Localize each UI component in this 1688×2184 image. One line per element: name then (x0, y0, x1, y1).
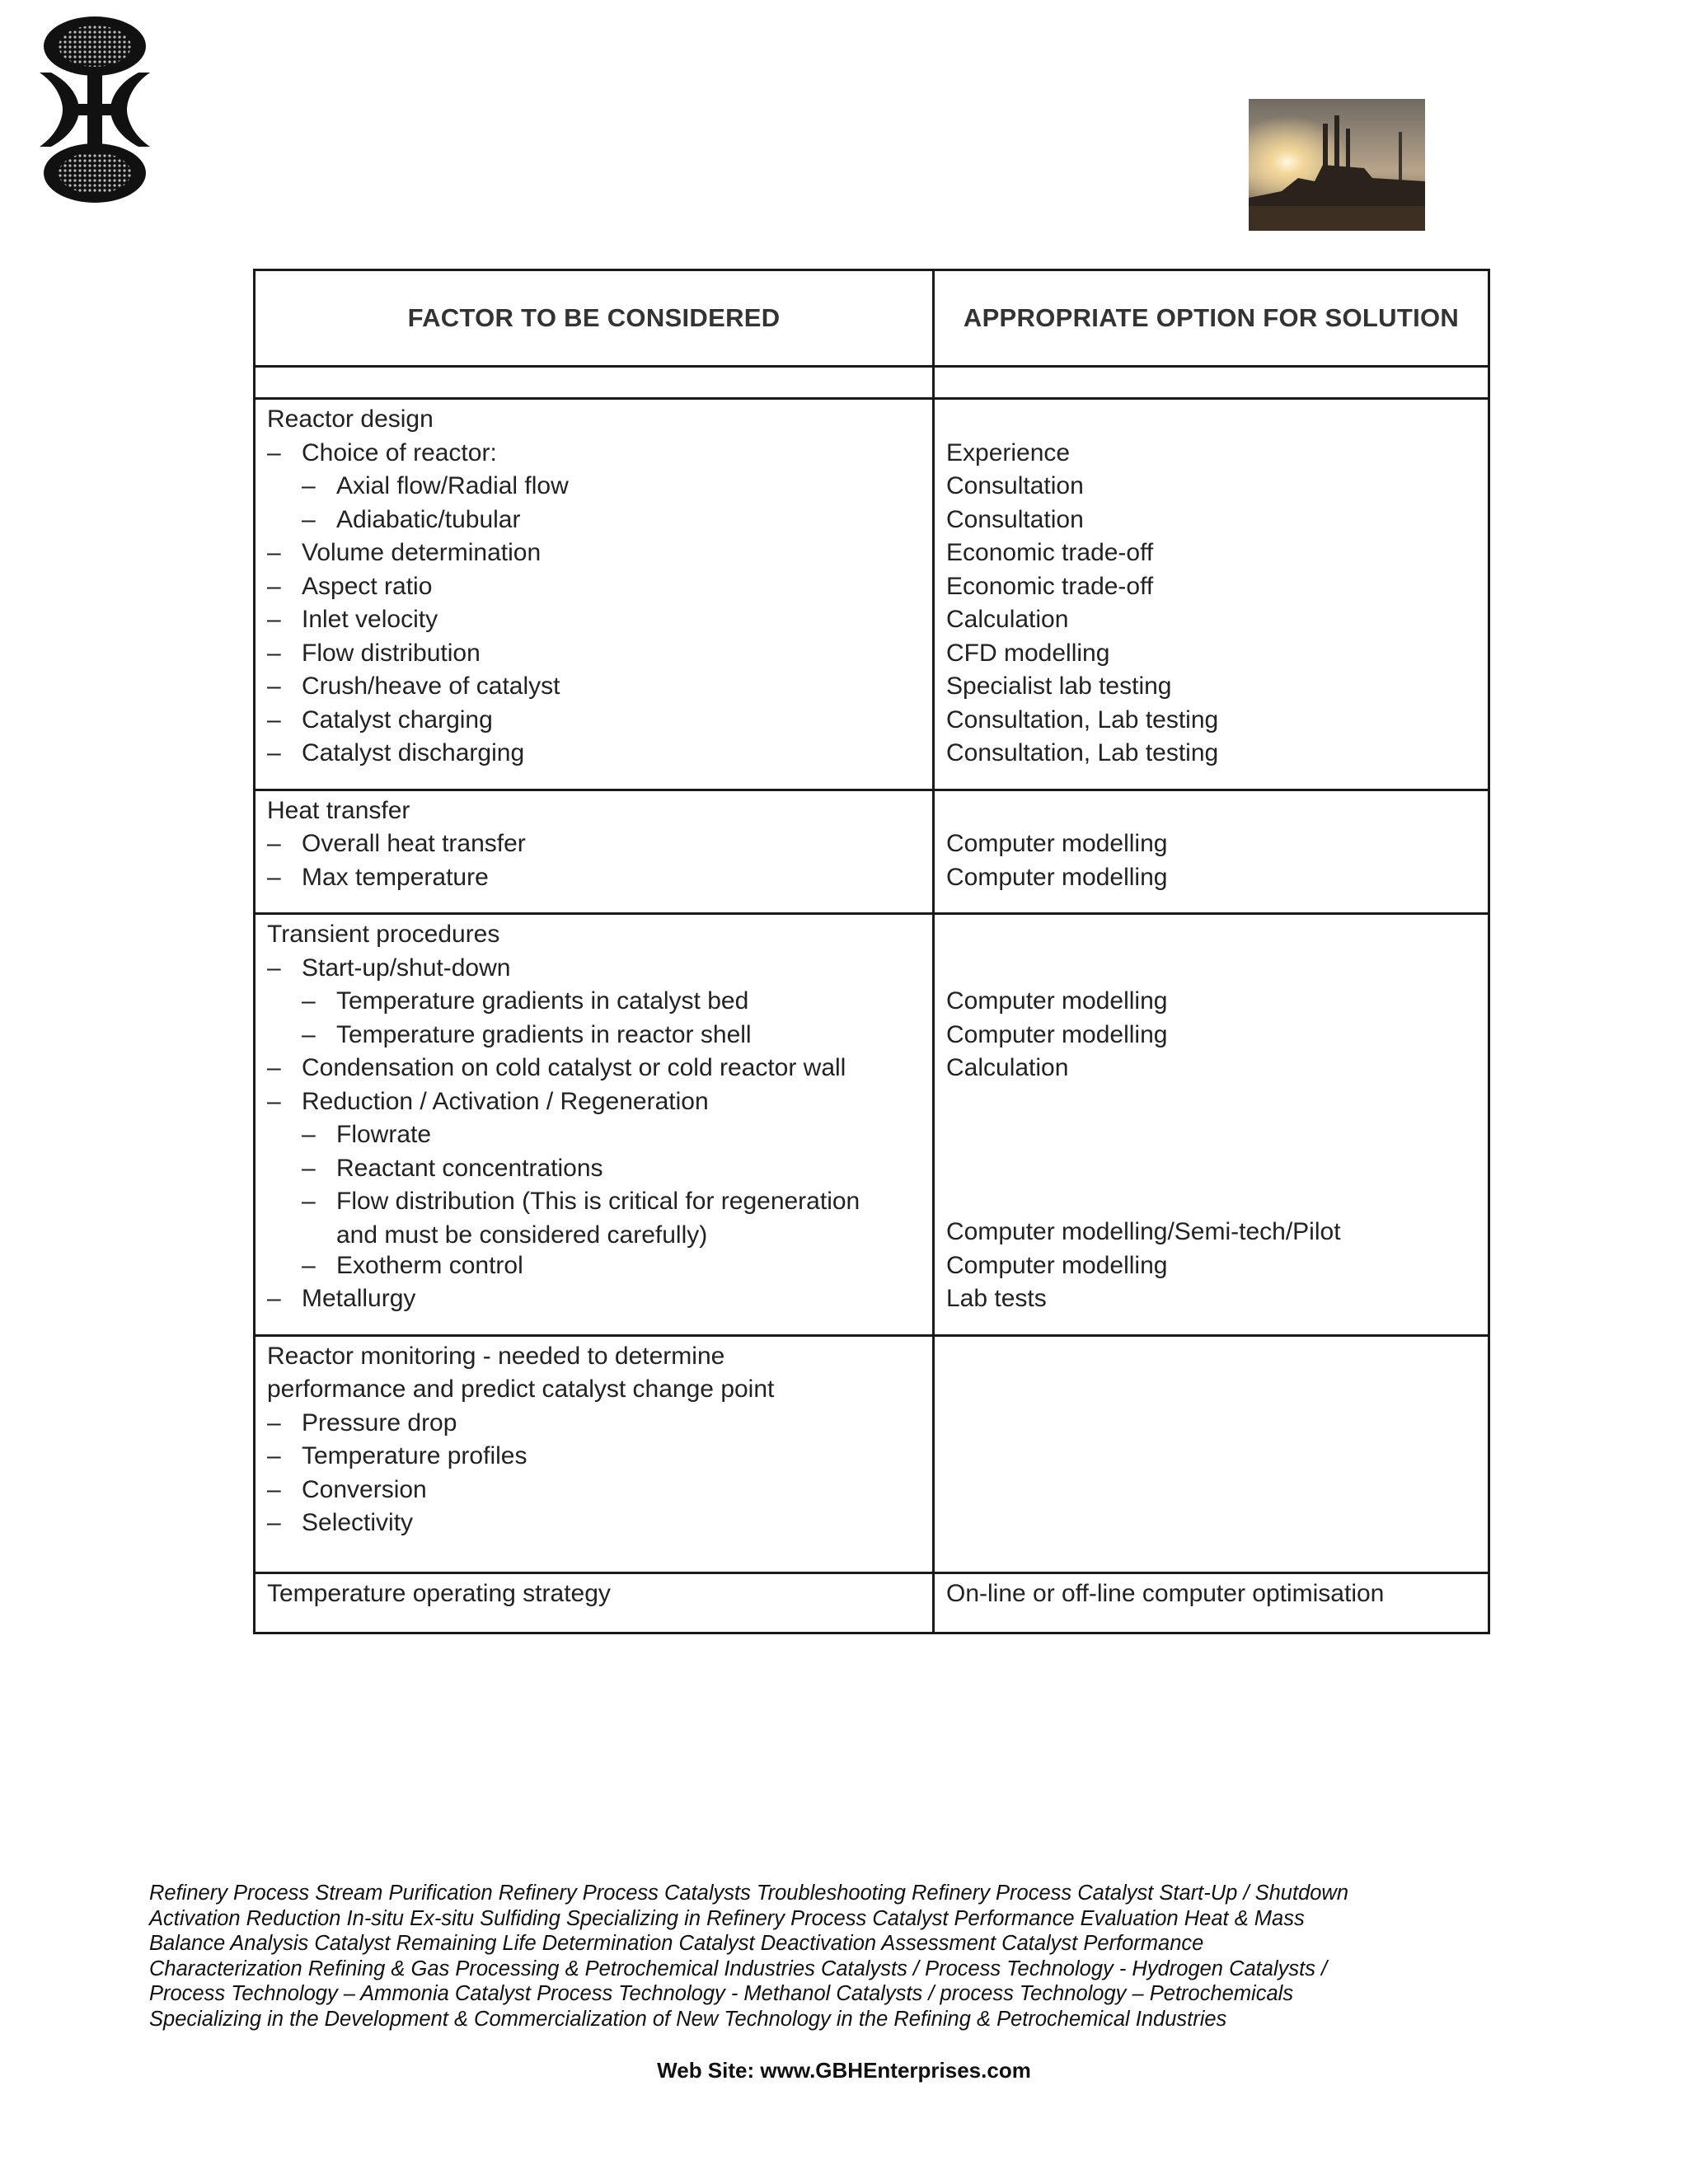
dash-bullet: – (267, 863, 281, 891)
factor-item (267, 1440, 921, 1474)
solution-item (946, 1185, 1476, 1216)
solution-item: On-line or off-line computer optimisation (946, 1579, 1385, 1607)
gbh-logo-icon (33, 15, 157, 204)
factor-text: Axial flow/Radial flow (336, 472, 569, 499)
factor-text: Overall heat transfer (302, 830, 526, 857)
factor-text: Exotherm control (336, 1251, 523, 1279)
gbh-logo (33, 15, 157, 204)
solution-item (946, 1118, 1476, 1152)
factor-text: Reduction / Activation / Regeneration (302, 1087, 709, 1115)
factor-text: Flowrate (336, 1121, 432, 1148)
factor-cell (255, 1335, 934, 1572)
factor-text: Transient procedures (267, 921, 500, 948)
factor-text: Reactant concentrations (336, 1154, 603, 1182)
solution-item: Computer modelling/Semi-tech/Pilot (946, 1218, 1341, 1245)
dash-bullet: – (267, 1442, 281, 1469)
dash-bullet: – (302, 1154, 316, 1182)
dash-bullet: – (267, 830, 281, 857)
factor-item (267, 861, 921, 895)
factor-item (267, 603, 921, 637)
dash-bullet: – (267, 438, 281, 466)
table-spacer-row (255, 367, 1489, 399)
dash-bullet: – (267, 739, 281, 766)
dash-bullet: – (267, 673, 281, 700)
dash-bullet: – (302, 472, 316, 499)
dash-bullet: – (267, 1087, 281, 1115)
factors-table (253, 269, 1490, 1634)
factor-text: Flow distribution (302, 639, 481, 667)
section-row (255, 1335, 1489, 1572)
factor-item (267, 504, 921, 537)
solution-cell (934, 914, 1489, 1336)
factor-text: Catalyst discharging (302, 739, 525, 766)
solution-item (946, 918, 1476, 952)
factor-text: Condensation on cold catalyst or cold reactor wall (302, 1054, 846, 1081)
factor-heading (267, 1340, 921, 1374)
dash-bullet: – (267, 639, 281, 667)
factor-text: Conversion (302, 1475, 427, 1503)
dash-bullet: – (302, 987, 316, 1015)
factor-item (267, 1219, 921, 1249)
factor-item (267, 670, 921, 704)
solution-item: Computer modelling (946, 987, 1168, 1015)
dash-bullet: – (302, 1121, 316, 1148)
solution-item (946, 403, 1476, 437)
refinery-photo (1249, 99, 1425, 231)
dash-bullet: – (267, 705, 281, 733)
factor-item (267, 985, 921, 1019)
factor-item (267, 470, 921, 504)
factor-item (267, 1019, 921, 1052)
solution-cell (934, 399, 1489, 790)
factor-item (267, 570, 921, 604)
factor-item (267, 1052, 921, 1085)
dash-bullet: – (267, 1509, 281, 1536)
solution-cell (934, 1335, 1489, 1572)
solution-item (946, 1152, 1476, 1186)
solution-item: Calculation (946, 606, 1069, 633)
dash-bullet: – (302, 1188, 316, 1215)
dash-bullet: – (267, 572, 281, 600)
dash-bullet: – (267, 539, 281, 566)
footer-line: Refinery Process Stream Purification Refinery Process Catalysts Troubleshooting Refinery Process Catalyst Start-Up / Shutdown (149, 1882, 1349, 1905)
factor-text: Temperature gradients in catalyst bed (336, 987, 749, 1015)
solution-item (946, 794, 1476, 828)
factor-text: Heat transfer (267, 796, 410, 824)
factor-text: Max temperature (302, 863, 489, 891)
factor-text: Reactor monitoring - needed to determine (267, 1342, 725, 1370)
factor-text: Selectivity (302, 1509, 414, 1536)
refinery-photo-icon (1249, 99, 1425, 231)
solution-item: Consultation, Lab testing (946, 705, 1219, 733)
header-factor: FACTOR TO BE CONSIDERED (255, 270, 934, 367)
solution-item: Specialist lab testing (946, 673, 1172, 700)
factor-text: Crush/heave of catalyst (302, 673, 560, 700)
factor-cell (255, 399, 934, 790)
website-link[interactable]: Web Site: www.GBHEnterprises.com (657, 2058, 1031, 2083)
solution-item: Computer modelling (946, 863, 1168, 891)
dash-bullet: – (302, 505, 316, 533)
spacer-cell (255, 367, 934, 399)
factor-cell (255, 1572, 934, 1633)
factor-item (267, 1185, 921, 1219)
factor-text: Catalyst charging (302, 705, 493, 733)
factor-text: performance and predict catalyst change point (267, 1376, 775, 1403)
dash-bullet: – (267, 1285, 281, 1312)
solution-item: CFD modelling (946, 639, 1110, 667)
solution-item: Computer modelling (946, 1251, 1168, 1279)
solution-item: Economic trade-off (946, 572, 1154, 600)
factor-cell (255, 790, 934, 914)
solution-cell (934, 790, 1489, 914)
factor-text: Reactor design (267, 405, 434, 433)
factor-text: Start-up/shut-down (302, 954, 511, 982)
dash-bullet: – (267, 1408, 281, 1436)
factor-heading (267, 1577, 921, 1611)
factor-item (267, 1085, 921, 1119)
factor-text: Temperature gradients in reactor shell (336, 1020, 752, 1048)
footer-line: Balance Analysis Catalyst Remaining Life Determination Catalyst Deactivation Assessment Catalyst Performance (149, 1932, 1204, 1955)
factor-heading (267, 794, 921, 828)
factor-item (267, 1249, 921, 1283)
solution-item: Computer modelling (946, 1020, 1168, 1048)
solution-item: Economic trade-off (946, 539, 1154, 566)
solution-item: Calculation (946, 1054, 1069, 1081)
solution-item: Consultation, Lab testing (946, 739, 1219, 766)
section-row (255, 914, 1489, 1336)
factor-item (267, 1474, 921, 1507)
footer-description (149, 1881, 1435, 2032)
solution-item (946, 1085, 1476, 1119)
factor-text: Temperature operating strategy (267, 1579, 611, 1607)
factor-text: Temperature profiles (302, 1442, 528, 1469)
factor-heading (267, 918, 921, 952)
factor-heading (267, 1373, 921, 1407)
factor-item (267, 437, 921, 471)
factor-item (267, 637, 921, 671)
factor-item (267, 704, 921, 738)
footer-line: Specializing in the Development & Commercialization of New Technology in the Refining & Petrochemical Industries (149, 2007, 1227, 2031)
footer-line: Process Technology – Ammonia Catalyst Process Technology - Methanol Catalysts / process Technology – Petrochemicals (149, 1982, 1294, 2005)
factor-item (267, 537, 921, 570)
factor-item (267, 952, 921, 986)
factor-item (267, 1407, 921, 1441)
factor-item (267, 1282, 921, 1316)
footer-line: Characterization Refining & Gas Processing & Petrochemical Industries Catalysts / Process Technology - Hydrogen Catalysts / (149, 1957, 1328, 1980)
factor-text: Volume determination (302, 539, 542, 566)
factor-text: Pressure drop (302, 1408, 457, 1436)
table-header-row (255, 270, 1489, 367)
spacer-cell (934, 367, 1489, 399)
solution-cell (934, 1572, 1489, 1633)
factor-item (267, 1507, 921, 1540)
solution-item: Consultation (946, 472, 1084, 499)
factor-item (267, 737, 921, 771)
factor-text: Metallurgy (302, 1285, 416, 1312)
footer-line: Activation Reduction In-situ Ex-situ Sulfiding Specializing in Refinery Process Catalyst Performance Evaluation Heat & Mass (149, 1906, 1305, 1930)
section-row (255, 399, 1489, 790)
solution-item: Lab tests (946, 1285, 1047, 1312)
factor-text: Aspect ratio (302, 572, 433, 600)
factor-cell (255, 914, 934, 1336)
header-solution: APPROPRIATE OPTION FOR SOLUTION (934, 270, 1489, 367)
factor-text: Choice of reactor: (302, 438, 497, 466)
section-row (255, 1572, 1489, 1633)
dash-bullet: – (302, 1251, 316, 1279)
solution-item: Consultation (946, 505, 1084, 533)
dash-bullet: – (267, 954, 281, 982)
section-row (255, 790, 1489, 914)
solution-item: Experience (946, 438, 1071, 466)
factor-text: Adiabatic/tubular (336, 505, 521, 533)
dash-bullet: – (267, 1475, 281, 1503)
factor-item (267, 1118, 921, 1152)
factor-heading (267, 403, 921, 437)
dash-bullet: – (267, 606, 281, 633)
dash-bullet: – (302, 1020, 316, 1048)
solution-item (946, 952, 1476, 986)
factor-item (267, 827, 921, 861)
factor-text: and must be considered carefully) (336, 1221, 708, 1249)
factor-item (267, 1152, 921, 1186)
solution-item: Computer modelling (946, 830, 1168, 857)
factor-text: Flow distribution (This is critical for regeneration (336, 1188, 860, 1215)
factor-text: Inlet velocity (302, 606, 438, 633)
dash-bullet: – (267, 1054, 281, 1081)
